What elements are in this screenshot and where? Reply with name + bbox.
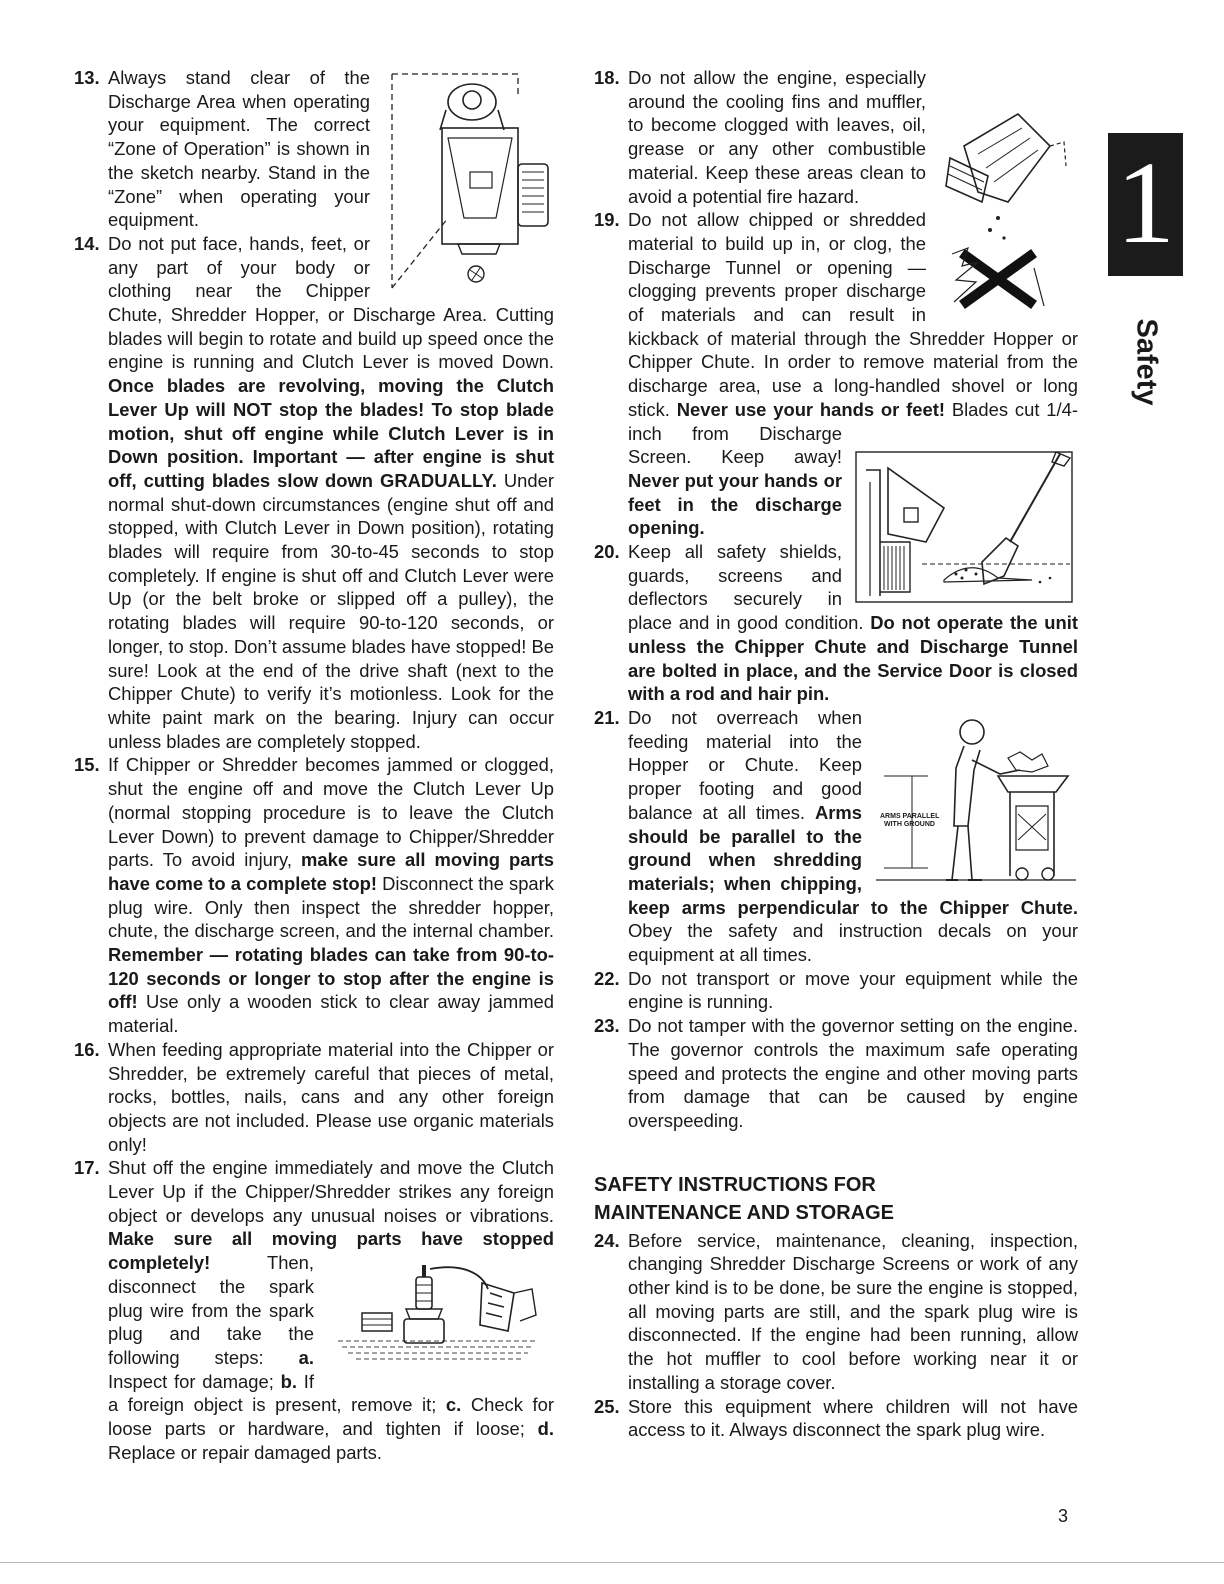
item-warning: Do not operate the unit unless the Chipper Chute and Discharge Tunnel are bolted in place, and the Service Door is closed with a rod and hair pin. — [628, 612, 1078, 705]
item-text: Shut off the engine immediately and move the Clutch Lever Up if the Chipper/Shredder strikes any foreign object or develops any unusual noises or vibrations. — [108, 1157, 554, 1226]
item-number: 13. — [74, 67, 100, 88]
item-warning: Never put your hands or feet in the discharge opening. — [628, 469, 842, 539]
safety-item-20 — [594, 540, 1078, 706]
item-warning: make sure all moving parts have come to a complete stop! — [108, 849, 554, 894]
item-number: 22. — [594, 967, 620, 989]
safety-item-17 — [74, 1156, 554, 1464]
item-warning: Never use your hands or feet! — [676, 398, 945, 420]
item-text: Keep all safety shields, guards, screens and deflectors securely in place and in good condition. — [628, 541, 864, 634]
item-number: 16. — [74, 1038, 100, 1060]
item-warning: Once blades are revolving, moving the Clutch Lever Up will NOT stop the blades! To stop blade motion, shut off engine while Clutch Lever is in Down position. Important — after engine is shut off, cutting blades slow down GRADUALLY. — [108, 375, 554, 491]
page-number: 3 — [1058, 1506, 1069, 1526]
item-number: 14. — [74, 232, 100, 254]
chapter-label-container — [1096, 306, 1196, 418]
chapter-label: Safety — [1130, 318, 1163, 406]
item-warning: Arms should be parallel to the ground when shredding materials; when chipping, keep arms perpendicular to the Chipper Chute. — [628, 801, 1078, 918]
safety-item-23 — [594, 1014, 1078, 1133]
safety-item-19 — [594, 208, 1078, 540]
step-label: d. — [537, 1418, 554, 1440]
item-text: Do not transport or move your equipment while the engine is running. — [628, 967, 1078, 1013]
item-number: 21. — [594, 706, 620, 728]
item-warning: Remember — rotating blades can take from 90-to-120 seconds or longer to stop after the engine is off! — [108, 944, 554, 1013]
item-text: Do not put face, hands, feet, or any part of your body or clothing near the Chipper Chute, Shredder Hopper, or Discharge Area. Cutting blades will begin to rotate and build up speed once the engine is running and Clutch Lever is moved Down. — [108, 232, 554, 373]
spark-plug-illustration — [332, 1259, 548, 1375]
item-text: Blades cut 1/4-inch from Discharge Screen. Keep away! — [628, 398, 1078, 468]
item-number: 18. — [594, 67, 620, 88]
step-text: Replace or repair damaged parts. — [108, 1441, 382, 1463]
section-heading — [594, 1171, 1078, 1227]
item-text: Disconnect the spark plug wire. Only then inspect the shredder hopper, chute, the discharge screen, and the internal chamber. — [108, 872, 554, 942]
item-text: Do not tamper with the governor setting on the engine. The governor controls the maximum safe operating speed and protects the engine and other moving parts from damage that can be caused by engine overspeeding. — [628, 1015, 1078, 1131]
chapter-tab — [1108, 133, 1183, 276]
item-text: Store this equipment where children will not have access to it. Always disconnect the spark plug wire. — [628, 1395, 1078, 1441]
bottom-rule — [0, 1562, 1224, 1563]
with-ground-label: WITH GROUND — [884, 820, 935, 828]
safety-item-15 — [74, 753, 554, 1037]
item-text: Under normal shut-down circumstances (engine shut off and stopped, with Clutch Lever in Down position), rotating blades will require from 30-to-45 seconds to stop completely. If engine is shut off and Clutch Lever were Up (or the belt broke or slipped off a pulley), the rotating blades will require 90-to-120 seconds, or longer, to stop. Don’t assume blades have stopped! Be sure! Look at the end of the drive shaft (next to the Chipper Chute) to verify it’s motionless. Look for the white paint mark on the bearing. Injury can occur unless blades are completely stopped. — [108, 469, 554, 752]
item-text: Do not allow chipped or shredded material to build up in, or clog, the Discharge Tunnel or opening — clogging prevents proper discharge of materials and can result in kickback of material through the Shredder Hopper or Chipper Chute. In order to remove material from the discharge area, use a long-handled shovel or long stick. — [628, 209, 1078, 420]
step-label: b. — [280, 1370, 297, 1392]
item-number: 20. — [594, 541, 620, 563]
left-column — [74, 66, 554, 1464]
safety-item-25 — [594, 1395, 1078, 1442]
right-column — [594, 66, 1078, 1442]
item-text: When feeding appropriate material into the Chipper or Shredder, be extremely careful that pieces of metal, rocks, bottles, nails, cans and any other foreign objects are not included. Please use organic materials only! — [108, 1038, 554, 1155]
safety-item-24 — [594, 1229, 1078, 1395]
safety-item-13 — [74, 66, 554, 232]
step-text: If a foreign object is present, remove it; — [108, 1370, 437, 1416]
item-text: Do not overreach when feeding material into the Hopper or Chute. Keep proper footing and good balance at all times. — [628, 706, 862, 823]
item-text: Before service, maintenance, cleaning, inspection, changing Shredder Discharge Screens or work of any other kind is to be done, be sure the engine is stopped, all moving parts are still, and the spark plug wire is disconnected. If the engine had been running, allow the hot muffler to cool before working near it or installing a storage cover. — [628, 1229, 1078, 1393]
step-label: c. — [445, 1394, 462, 1416]
safety-item-22 — [594, 967, 1078, 1014]
item-text: Obey the safety and instruction decals on your equipment at all times. — [628, 920, 1078, 966]
arms-parallel-illustration — [872, 710, 1078, 888]
safety-item-16 — [74, 1038, 554, 1157]
safety-item-18 — [594, 66, 1078, 208]
item-text: Always stand clear of the Discharge Area when operating your equipment. The correct “Zone of Operation” is shown in the sketch nearby. Stand in the “Zone” when operating your equipment. — [108, 67, 370, 231]
item-text: Do not allow the engine, especially around the cooling fins and muffler, to become clogged with leaves, oil, grease or any other combustible material. Keep these areas clean to avoid a potential fire hazard. — [628, 67, 926, 207]
item-number: 24. — [594, 1229, 620, 1251]
section-heading-line: SAFETY INSTRUCTIONS FOR — [594, 1173, 876, 1196]
item-warning: Make sure all moving parts have stopped completely! — [108, 1228, 554, 1274]
safety-item-21 — [594, 706, 1078, 967]
step-text: Inspect for damage; — [108, 1370, 274, 1392]
item-number: 23. — [594, 1015, 620, 1037]
item-number: 15. — [74, 754, 100, 776]
item-text: If Chipper or Shredder becomes jammed or clogged, shut the engine off and move the Clutch Lever Up (normal stopping procedure is to leave the Clutch Lever Down) to prevent damage to Chipper/Shredder parts. To avoid injury, — [108, 754, 554, 871]
item-number: 17. — [74, 1157, 100, 1179]
step-text: Check for loose parts or hardware, and tighten if loose; — [108, 1394, 554, 1440]
arms-parallel-label: ARMS PARALLEL — [880, 812, 940, 820]
step-label: a. — [298, 1346, 314, 1368]
item-text: Use only a wooden stick to clear away jammed material. — [108, 991, 554, 1037]
item-number: 19. — [594, 209, 620, 231]
safety-item-14 — [74, 232, 554, 753]
chapter-number: 1 — [1116, 137, 1175, 268]
section-heading-line: MAINTENANCE AND STORAGE — [594, 1201, 895, 1224]
item-text: Then, disconnect the spark plug wire from the spark plug and take the following steps: — [108, 1252, 314, 1368]
item-number: 25. — [594, 1395, 620, 1417]
